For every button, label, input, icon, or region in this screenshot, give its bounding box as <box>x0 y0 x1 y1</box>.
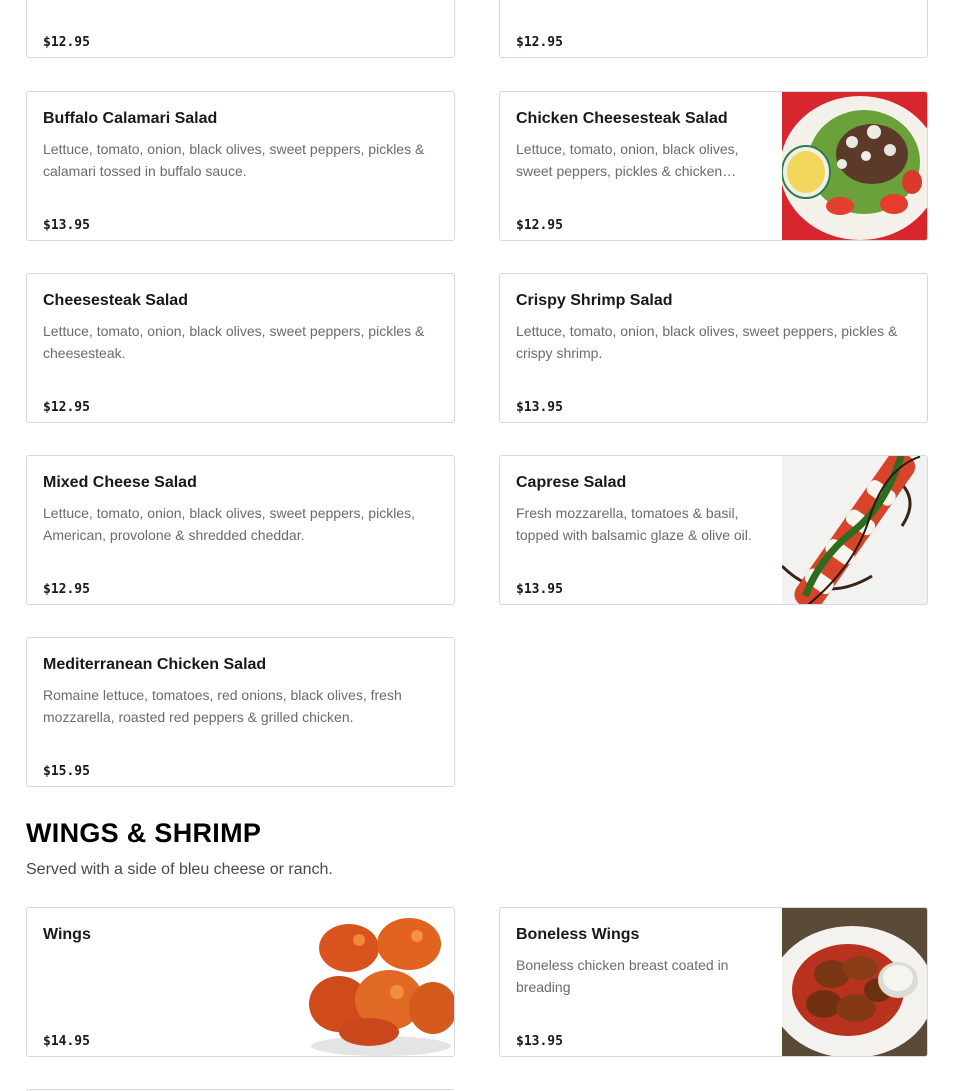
menu-item-card[interactable] <box>499 0 928 58</box>
section-subtitle: Served with a side of bleu cheese or ranch. <box>26 861 333 878</box>
menu-item-price: $13.95 <box>516 1034 563 1049</box>
menu-item-buffalo-calamari-salad[interactable] <box>26 91 455 241</box>
menu-item-name: Mixed Cheese Salad <box>43 474 197 491</box>
menu-item-price: $13.95 <box>516 400 563 415</box>
menu-item-cheesesteak-salad[interactable] <box>26 273 455 423</box>
menu-item-name: Crispy Shrimp Salad <box>516 292 673 309</box>
menu-item-card[interactable] <box>26 0 455 58</box>
menu-item-name: Chicken Cheesesteak Salad <box>516 110 728 127</box>
menu-item-name: Mediterranean Chicken Salad <box>43 656 267 673</box>
menu-item-price: $13.95 <box>516 582 563 597</box>
menu-item-description: Romaine lettuce, tomatoes, red onions, black olives, fresh mozzarella, roasted red peppers & grilled chicken. <box>43 687 402 725</box>
menu-item-wings[interactable] <box>26 907 455 1057</box>
menu-item-price: $12.95 <box>43 400 90 415</box>
menu-item-price: $15.95 <box>43 764 90 779</box>
menu-item-mixed-cheese-salad[interactable] <box>26 455 455 605</box>
menu-item-description: Lettuce, tomato, onion, black olives, sweet peppers, pickles, American, provolone & shredded cheddar. <box>43 505 415 543</box>
menu-item-description: Lettuce, tomato, onion, black olives, sweet peppers, pickles & chicken… <box>516 141 739 179</box>
caprese-salad-photo <box>782 456 927 604</box>
menu-item-price: $13.95 <box>43 218 90 233</box>
chicken-cheesesteak-salad-photo <box>782 92 927 240</box>
menu-item-price: $12.95 <box>43 35 90 50</box>
menu-item-crispy-shrimp-salad[interactable] <box>499 273 928 423</box>
menu-item-name: Buffalo Calamari Salad <box>43 110 218 127</box>
menu-item-description: Lettuce, tomato, onion, black olives, sweet peppers, pickles & crispy shrimp. <box>516 323 898 361</box>
wings-photo <box>309 908 454 1056</box>
boneless-wings-photo <box>782 908 927 1056</box>
menu-item-price: $12.95 <box>43 582 90 597</box>
menu-item-price: $14.95 <box>43 1034 90 1049</box>
menu-item-boneless-wings[interactable] <box>499 907 928 1057</box>
menu-item-description: Boneless chicken breast coated in breading <box>516 957 729 995</box>
menu-item-name: Wings <box>43 926 91 943</box>
menu-item-mediterranean-chicken-salad[interactable] <box>26 637 455 787</box>
menu-item-description: Lettuce, tomato, onion, black olives, sweet peppers, pickles & cheesesteak. <box>43 323 425 361</box>
menu-item-description: Lettuce, tomato, onion, black olives, sweet peppers, pickles & calamari tossed in buffalo sauce. <box>43 141 425 179</box>
menu-item-caprese-salad[interactable] <box>499 455 928 605</box>
menu-item-chicken-cheesesteak-salad[interactable] <box>499 91 928 241</box>
menu-item-name: Boneless Wings <box>516 926 640 943</box>
menu-item-price: $12.95 <box>516 218 563 233</box>
menu-item-name: Caprese Salad <box>516 474 627 491</box>
section-title: WINGS & SHRIMP <box>26 818 262 848</box>
menu-item-price: $12.95 <box>516 35 563 50</box>
menu-item-name: Cheesesteak Salad <box>43 292 188 309</box>
menu-item-description: Fresh mozzarella, tomatoes & basil, topped with balsamic glaze & olive oil. <box>516 505 752 543</box>
